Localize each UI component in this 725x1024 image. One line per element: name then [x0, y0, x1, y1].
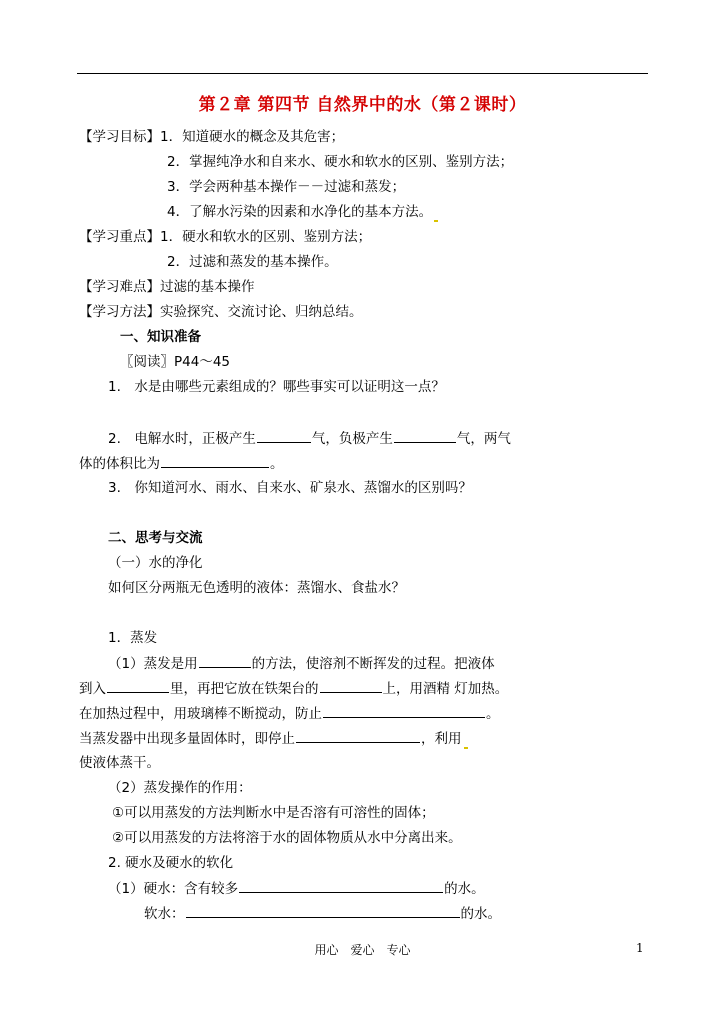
- question-text: 气，负极产生: [311, 431, 393, 447]
- text: 上，用酒精 灯加热。: [382, 681, 509, 697]
- section-heading-2: 二、思考与交流: [108, 530, 203, 546]
- question-distinguish: 如何区分两瓶无色透明的液体：蒸馏水、食盐水？: [108, 580, 405, 596]
- difficulty-label: 【学习难点】: [79, 279, 160, 295]
- text: 在加热过程中，用玻璃棒不断搅动，防止: [79, 706, 322, 722]
- objective-item: 4．了解水污染的因素和水净化的基本方法。: [167, 204, 433, 220]
- page-footer: 用心 爱心 专心: [314, 943, 411, 957]
- text: 到入: [79, 681, 106, 697]
- text: 的水。: [444, 881, 485, 897]
- key-points-line-1: [79, 227, 371, 247]
- question-text: 。: [270, 456, 284, 472]
- evaporation-role-title: （2）蒸发操作的作用：: [108, 780, 252, 796]
- question-1: 1. 水是由哪些元素组成的？哪些事实可以证明这一点？: [108, 379, 445, 395]
- subsection-heading: （一）水的净化: [108, 555, 203, 571]
- question-3: 3. 你知道河水、雨水、自来水、矿泉水、蒸馏水的区别吗？: [108, 480, 472, 496]
- section-heading-1: 一、知识准备: [120, 329, 201, 345]
- answer-blank[interactable]: [239, 878, 443, 893]
- objective-item: 2．掌握纯净水和自来水、硬水和软水的区别、鉴别方法；: [167, 154, 514, 170]
- objective-item: 3．学会两种基本操作－－过滤和蒸发；: [167, 179, 406, 195]
- answer-blank[interactable]: [296, 728, 420, 743]
- key-points-label: 【学习重点】: [79, 229, 160, 245]
- question-text: 体的体积比为: [79, 456, 160, 472]
- key-point-item: 1．硬水和软水的区别、鉴别方法；: [160, 229, 372, 245]
- answer-blank[interactable]: [186, 903, 460, 918]
- evaporation-role-1: ①可以用蒸发的方法判断水中是否溶有可溶性的固体；: [112, 805, 435, 821]
- evaporation-line-5: 使液体蒸干。: [79, 755, 160, 771]
- text: 的方法，使溶剂不断挥发的过程。把液体: [251, 656, 495, 672]
- objective-item-4: [167, 202, 438, 222]
- reading-reference: 〖阅读〗P44～45: [120, 354, 230, 370]
- evaporation-line-1: [108, 653, 495, 674]
- method-line: [79, 302, 363, 322]
- yellow-mark-icon: [464, 747, 468, 749]
- evaporation-line-2: [79, 678, 508, 699]
- answer-blank[interactable]: [320, 678, 382, 693]
- answer-blank[interactable]: [323, 703, 485, 718]
- key-point-item: 2．过滤和蒸发的基本操作。: [167, 254, 338, 270]
- yellow-mark-icon: [434, 220, 438, 222]
- objectives-label: 【学习目标】: [79, 129, 160, 145]
- page-number: 1: [636, 941, 644, 955]
- evaporation-line-3: [79, 703, 500, 724]
- answer-blank[interactable]: [107, 678, 169, 693]
- difficulty-line: [79, 277, 255, 297]
- method-text: 实验探究、交流讨论、归纳总结。: [160, 304, 363, 320]
- evaporation-role-2: ②可以用蒸发的方法将溶于水的固体物质从水中分离出来。: [112, 830, 462, 846]
- text: 里，再把它放在铁架台的: [170, 681, 319, 697]
- hard-water-title: 2. 硬水及硬水的软化: [108, 855, 234, 871]
- question-2: [108, 428, 511, 449]
- text: （1）硬水：含有较多: [108, 881, 239, 897]
- question-text: 2. 电解水时，正极产生: [108, 431, 256, 447]
- answer-blank[interactable]: [161, 453, 269, 468]
- answer-blank[interactable]: [394, 428, 456, 443]
- objective-item: 1．知道硬水的概念及其危害；: [160, 129, 345, 145]
- header-rule: [77, 73, 648, 74]
- answer-blank[interactable]: [199, 653, 251, 668]
- hard-water-line: [108, 878, 485, 899]
- objectives-line-1: [79, 127, 344, 147]
- text: 当蒸发器中出现多量固体时，即停止: [79, 731, 295, 747]
- text: 的水。: [460, 906, 501, 922]
- question-2-cont: [79, 453, 284, 474]
- evaporation-title: 1．蒸发: [108, 630, 158, 646]
- evaporation-line-4: [79, 728, 468, 749]
- text: （1）蒸发是用: [108, 656, 198, 672]
- answer-blank[interactable]: [257, 428, 311, 443]
- page-title: 第２章 第四节 自然界中的水（第２课时）: [198, 95, 527, 115]
- question-text: 气，两气: [456, 431, 511, 447]
- text: 。: [486, 706, 500, 722]
- soft-water-line: [144, 903, 501, 924]
- difficulty-text: 过滤的基本操作: [160, 279, 255, 295]
- method-label: 【学习方法】: [79, 304, 160, 320]
- text: 软水：: [144, 906, 185, 922]
- text: ，利用: [421, 731, 462, 747]
